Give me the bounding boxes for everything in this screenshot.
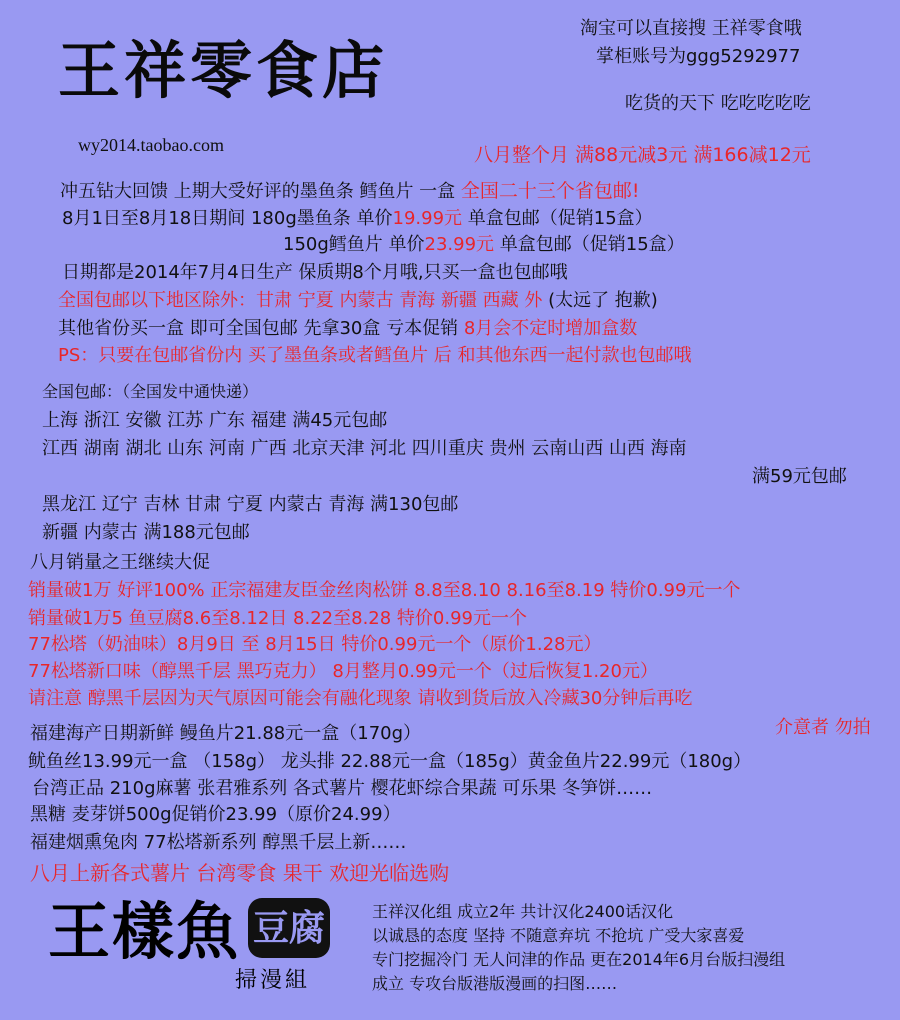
melting-warning: 请注意 醇黑千层因为天气原因可能会有融化现象 请收到货后放入冷藏30分钟后再吃	[28, 688, 693, 709]
group-logo-subtitle: 掃漫組	[235, 968, 311, 993]
excluded-regions-apology: (太远了 抱歉)	[548, 290, 658, 311]
group-intro-3: 专门挖掘冷门 无人问津的作品 更在2014年6月台版扫漫组	[372, 950, 786, 969]
search-tip: 淘宝可以直接搜 王祥零食哦	[580, 18, 802, 39]
cod-slice-note: 单盒包邮（促销15盒）	[499, 234, 685, 255]
promo-line-5	[58, 290, 658, 312]
product-line-2: 鱿鱼丝13.99元一盒 （158g） 龙头排 22.88元一盒（185g）黄金鱼片22.99元（180g）	[28, 751, 752, 772]
promo-line-1	[60, 180, 640, 203]
squid-strip-note: 单盒包邮（促销15盒）	[467, 208, 653, 229]
product-line-1: 福建海产日期新鲜 鳗鱼片21.88元一盒（170g）	[30, 723, 422, 744]
shipping-heading: 全国包邮：（全国发中通快递）	[42, 382, 259, 401]
august-item-4: 77松塔新口味（醇黑千层 黑巧克力） 8月整月0.99元一个（过后恢复1.20元）	[28, 661, 658, 682]
group-intro-1: 王祥汉化组 成立2年 共计汉化2400话汉化	[372, 902, 674, 921]
group-intro-4: 成立 专攻台版港版漫画的扫图……	[372, 974, 618, 993]
august-item-1: 销量破1万 好评100% 正宗福建友臣金丝肉松饼 8.8至8.10 8.16至8.19 特价0.99元一个	[28, 580, 741, 601]
shipping-tier-59: 满59元包邮	[752, 466, 847, 487]
slogan: 吃货的天下 吃吃吃吃吃	[625, 93, 811, 114]
cod-slice-price: 23.99元	[424, 234, 495, 255]
promo-line-1-text: 冲五钻大回馈 上期大受好评的墨鱼条 鳕鱼片 一盒	[60, 181, 456, 202]
account-id: 掌柜账号为ggg5292977	[596, 46, 801, 67]
shop-title: 王祥零食店	[58, 34, 389, 107]
squid-strip-desc: 8月1日至8月18日期间 180g墨鱼条 单价	[62, 208, 393, 229]
other-provinces-note: 其他省份买一盒 即可全国包邮 先拿30盒 亏本促销	[58, 318, 459, 339]
new-arrivals: 八月上新各式薯片 台湾零食 果干 欢迎光临选购	[30, 861, 450, 885]
mind-warning: 介意者 勿拍	[775, 717, 871, 738]
excluded-regions: 全国包邮以下地区除外：甘肃 宁夏 内蒙古 青海 新疆 西藏 外	[58, 290, 543, 311]
product-line-3: 台湾正品 210g麻薯 张君雅系列 各式薯片 樱花虾综合果蔬 可乐果 冬笋饼……	[32, 778, 653, 799]
product-line-5: 福建烟熏兔肉 77松塔新系列 醇黑千层上新……	[30, 832, 407, 853]
august-heading: 八月销量之王继续大促	[30, 552, 210, 573]
shipping-tier-59-regions: 江西 湖南 湖北 山东 河南 广西 北京天津 河北 四川重庆 贵州 云南山西 山西 海南	[42, 438, 687, 459]
august-extra-boxes: 8月会不定时增加盒数	[463, 318, 638, 339]
production-date-note: 日期都是2014年7月4日生产 保质期8个月哦,只买一盒也包邮哦	[62, 262, 568, 283]
group-logo-stamp: 豆腐	[248, 898, 330, 958]
promo-line-6	[58, 318, 637, 340]
august-item-2: 销量破1万5 鱼豆腐8.6至8.12日 8.22至8.28 特价0.99元一个	[28, 608, 528, 629]
promo-line-3	[283, 234, 685, 256]
promo-line-2	[62, 208, 653, 230]
august-item-3: 77松塔（奶油味）8月9日 至 8月15日 特价0.99元一个（原价1.28元）	[28, 634, 602, 655]
squid-strip-price: 19.99元	[392, 208, 463, 229]
shipping-tier-45: 上海 浙江 安徽 江苏 广东 福建 满45元包邮	[42, 410, 388, 431]
cod-slice-desc: 150g鳕鱼片 单价	[283, 234, 425, 255]
shipping-tier-188: 新疆 内蒙古 满188元包邮	[42, 522, 250, 543]
shipping-tier-130: 黑龙江 辽宁 吉林 甘肃 宁夏 内蒙古 青海 满130包邮	[42, 494, 459, 515]
product-line-4: 黑糖 麦芽饼500g促销价23.99（原价24.99）	[30, 804, 401, 825]
free-shipping-highlight: 全国二十三个省包邮!	[460, 180, 640, 202]
group-intro-2: 以诚恳的态度 坚持 不随意弃坑 不抢坑 广受大家喜爱	[372, 926, 745, 945]
group-logo: 王樣魚	[48, 895, 241, 968]
discount-promo: 八月整个月 满88元减3元 满166减12元	[474, 144, 811, 166]
ps-note: PS：只要在包邮省份内 买了墨鱼条或者鳕鱼片 后 和其他东西一起付款也包邮哦	[58, 345, 692, 366]
shop-url: wy2014.taobao.com	[78, 135, 224, 155]
